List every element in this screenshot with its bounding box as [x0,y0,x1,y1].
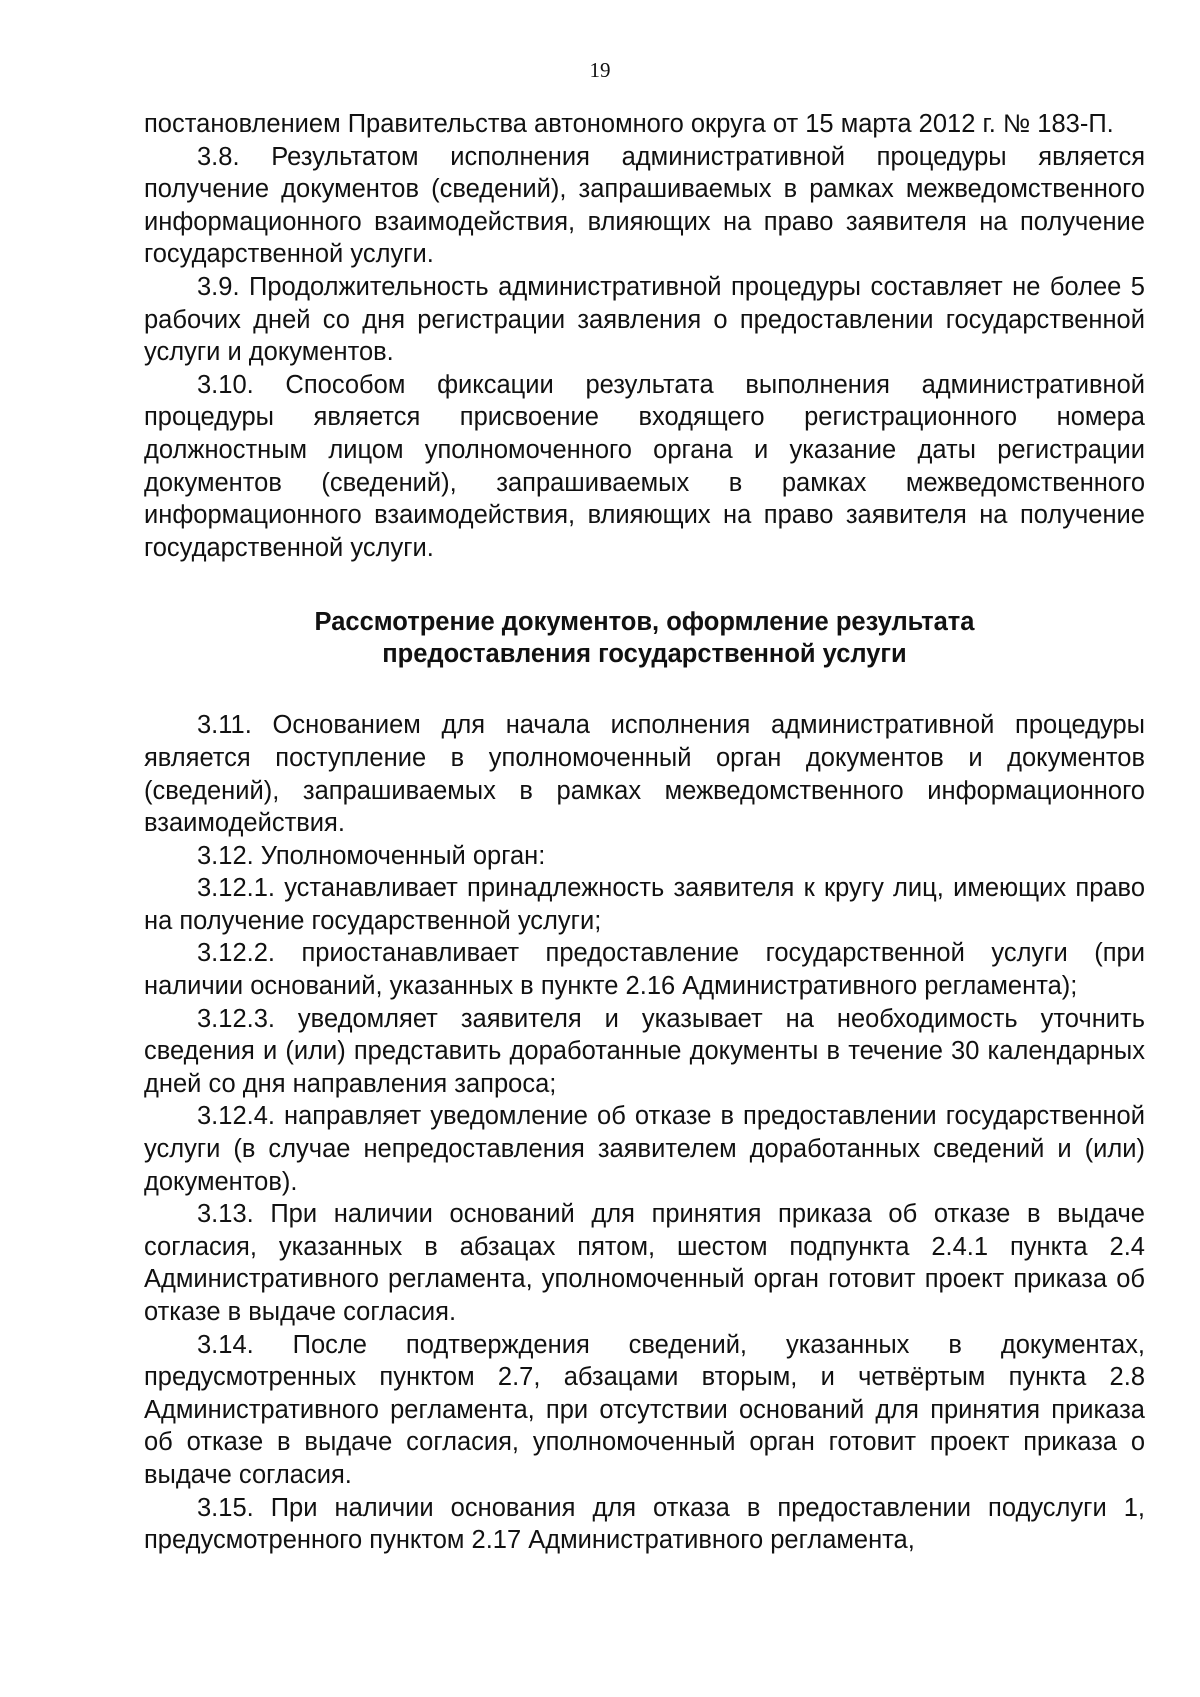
paragraph-3-13: 3.13. При наличии оснований для принятия приказа об отказе в выдаче согласия, указанных в абзацах пятом, шестом подпункта 2.4.1 пункта 2.4 Административного регламента, уполномоченный орган готовит проект приказа об отказе в выдаче согласия. [144,1200,1145,1326]
document-body [144,108,1145,1557]
paragraph-3-10: 3.10. Способом фиксации результата выполнения административной процедуры является присвоение входящего регистрационного номера должностным лицом уполномоченного органа и указание даты регистрации документов (сведений), запрашиваемых в рамках межведомственного информационного взаимодействия, влияющих на право заявителя на получение государственной услуги. [144,370,1145,562]
paragraph-3-14: 3.14. После подтверждения сведений, указанных в документах, предусмотренных пунктом 2.7, абзацами вторым, и четвёртым пункта 2.8 Административного регламента, при отсутствии оснований для принятия приказа об отказе в выдаче согласия, уполномоченный орган готовит проект приказа о выдаче согласия. [144,1330,1145,1489]
paragraph-3-15: 3.15. При наличии основания для отказа в предоставлении подуслуги 1, предусмотренного пунктом 2.17 Административного регламента, [144,1493,1145,1555]
paragraph-3-12-4: 3.12.4. направляет уведомление об отказе в предоставлении государственной услуги (в случае непредоставления заявителем доработанных сведений и (или) документов). [144,1102,1145,1196]
section-heading [144,606,1145,670]
paragraph-3-9: 3.9. Продолжительность административной процедуры составляет не более 5 рабочих дней со дня регистрации заявления о предоставлении государственной услуги и документов. [144,272,1145,367]
paragraph-continuation: постановлением Правительства автономного округа от 15 марта 2012 г. № 183-П. [144,110,1114,138]
paragraph-3-12: 3.12. Уполномоченный орган: [197,841,546,870]
paragraph-3-12-3: 3.12.3. уведомляет заявителя и указывает на необходимость уточнить сведения и (или) представить доработанные документы в течение 30 календарных дней со дня направления запроса; [144,1004,1145,1098]
page-number: 19 [589,58,611,82]
paragraph-3-12-2: 3.12.2. приостанавливает предоставление государственной услуги (при наличии оснований, указанных в пункте 2.16 Административного регламента); [144,939,1145,1001]
paragraph-3-12-1: 3.12.1. устанавливает принадлежность заявителя к кругу лиц, имеющих право на получение государственной услуги; [144,874,1145,935]
section-heading-line-1: Рассмотрение документов, оформление результата [314,608,975,637]
paragraph-3-8: 3.8. Результатом исполнения административной процедуры является получение документов (сведений), запрашиваемых в рамках межведомственного информационного взаимодействия, влияющих на право заявителя на получение государственной услуги. [144,142,1145,269]
section-heading-line-2: предоставления государственной услуги [382,640,907,669]
paragraph-3-11: 3.11. Основанием для начала исполнения административной процедуры является поступление в уполномоченный орган документов и документов (сведений), запрашиваемых в рамках межведомственного информационного взаимодействия. [144,711,1145,838]
